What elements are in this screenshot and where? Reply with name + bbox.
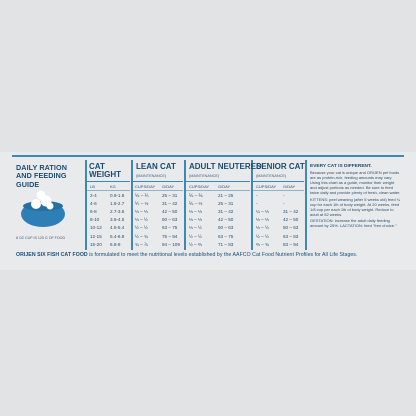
cell-adult-grams: 42 – 50 <box>218 217 234 223</box>
cell-adult-grams: 25 – 31 <box>218 201 234 207</box>
column-divider <box>184 160 186 250</box>
cell-lean-grams: 94 – 109 <box>162 241 180 247</box>
cell-adult-grams: 31 – 42 <box>218 209 234 215</box>
cell-adult-cups: ⅓ – ½ <box>189 225 202 231</box>
subheading-senior-cat: (MAINTENANCE) <box>256 174 287 178</box>
cell-lean-cups: ⅙ – ⅕ <box>135 193 150 198</box>
aafco-text: is formulated to meet the nutritional levels established by the AAFCO Cat Food Nutrient Profiles for All Life Stages. <box>87 252 358 258</box>
subheading-lean-cat: (MAINTENANCE) <box>136 174 167 178</box>
cell-lean-cups: ¾ – ⅞ <box>135 241 148 247</box>
header-rule <box>253 181 304 182</box>
cell-adult-cups: ½ – ½ <box>189 233 202 239</box>
subheading-adult-neutered: (MAINTENANCE) <box>189 174 220 178</box>
unit-adult-grams: G/DAY <box>218 184 231 189</box>
guide-title: DAILY RATION AND FEEDING GUIDE <box>16 163 67 189</box>
note-body: Because your cat is unique and ORIJEN pet foods are as protein-rich, feeding amounts may vary. Using this chart as a guide, monitor their weight and adjust portions as needed. Be sure to feed twice daily and provide plenty of fresh, clean water. <box>310 170 401 195</box>
cell-senior-grams: 50 – 63 <box>283 225 299 231</box>
unit-senior-grams: G/DAY <box>283 184 296 189</box>
cell-adult-grams: 63 – 75 <box>218 233 234 239</box>
unit-lean-grams: G/DAY <box>162 184 175 189</box>
cell-adult-grams: 71 – 83 <box>218 241 234 247</box>
cell-lean-grams: 75 – 94 <box>162 233 178 239</box>
heading-adult-neutered: ADULT NEUTERED <box>189 162 262 171</box>
header-rule <box>133 181 183 182</box>
cell-senior-cups: ⅓ – ⅓ <box>256 217 269 223</box>
feeding-note <box>310 164 402 230</box>
cell-senior-grams: 31 – 42 <box>283 209 299 215</box>
cell-adult-cups: ⅓ – ⅓ <box>189 209 202 215</box>
note-heading: EVERY CAT IS DIFFERENT. <box>310 164 372 169</box>
cell-adult-cups: ⅓ – ⅓ <box>189 217 202 223</box>
cell-lean-grams: 63 – 75 <box>162 225 178 231</box>
heading-cat-weight: CAT WEIGHT <box>89 162 121 180</box>
note-kittens: KITTENS: peel weaning (after 5 weeks old) feed ¼ cup for each 1lb of body weight. At 20 weeks, feed 1/8 cup per each 1lb of body weight. Reduce to adult at 52 weeks. <box>310 196 401 217</box>
cell-kg: 4.5-5.4 <box>110 225 125 231</box>
cell-lean-grams: 31 – 42 <box>162 201 178 207</box>
cell-senior-grams: - <box>283 193 285 198</box>
cell-lean-cups: ⅓ – ⅓ <box>135 209 148 215</box>
header-rule <box>186 181 250 182</box>
subheader-rule <box>133 190 183 191</box>
cell-lb: 12-15 <box>90 233 102 239</box>
cell-senior-cups: ½ – ½ <box>256 233 269 239</box>
unit-senior-cups: CUPS/DAY <box>256 184 277 189</box>
cell-kg: 3.6-4.5 <box>110 217 125 223</box>
column-divider <box>85 160 87 250</box>
cell-senior-cups: ¼ – ⅓ <box>256 209 269 215</box>
cup-note: 8 OZ CUP IS 125 G OF FOOD <box>16 236 66 240</box>
unit-lean-cups: CUPS/DAY <box>135 184 156 189</box>
cell-lb: 4-6 <box>90 201 97 207</box>
cell-senior-cups: - <box>256 201 258 207</box>
cell-senior-cups: - <box>256 193 258 198</box>
subheader-rule <box>186 190 250 191</box>
column-divider <box>131 160 133 250</box>
cell-kg: 1.8-2.7 <box>110 201 125 207</box>
cell-senior-cups: ⅔ – ¾ <box>256 241 269 247</box>
food-bowl-icon <box>18 184 68 228</box>
column-divider <box>305 160 307 250</box>
aafco-statement <box>16 252 406 258</box>
cell-kg: 0.9-1.8 <box>110 193 125 198</box>
column-divider <box>251 160 253 250</box>
cell-adult-cups: ⅙ – ⅓ <box>189 201 203 207</box>
cell-senior-grams: 83 – 94 <box>283 241 299 247</box>
cell-lb: 2-4 <box>90 193 97 198</box>
cell-kg: 5.4-6.8 <box>110 233 125 239</box>
cell-senior-grams: 42 – 50 <box>283 217 299 223</box>
subheader-rule <box>253 190 304 191</box>
subheader-rule <box>87 190 130 191</box>
product-name: ORIJEN SIX FISH CAT FOOD <box>16 252 88 258</box>
header-rule <box>87 181 130 182</box>
cell-lb: 15-20 <box>90 241 102 247</box>
cell-senior-grams: - <box>283 201 285 207</box>
cell-lean-grams: 42 – 50 <box>162 209 178 215</box>
cell-lb: 10-12 <box>90 225 102 231</box>
cell-lean-cups: ⅕ – ⅓ <box>135 201 149 207</box>
cell-lean-cups: ½ – ½ <box>135 225 148 231</box>
heading-lean-cat: LEAN CAT <box>136 162 176 171</box>
unit-adult-cups: CUPS/DAY <box>189 184 210 189</box>
top-divider <box>12 155 404 157</box>
cell-adult-grams: 50 – 63 <box>218 225 234 231</box>
heading-senior-cat: SENIOR CAT <box>256 162 305 171</box>
cell-adult-cups: ⅙ – ⅙ <box>189 193 204 198</box>
cell-lean-cups: ⅓ – ½ <box>135 217 148 223</box>
unit-lb: LB <box>90 184 95 189</box>
cell-lean-grams: 50 – 63 <box>162 217 178 223</box>
cell-lean-cups: ½ – ¾ <box>135 233 148 239</box>
cell-adult-grams: 21 – 25 <box>218 193 234 198</box>
cell-adult-cups: ½ – ⅔ <box>189 241 202 247</box>
cell-senior-grams: 63 – 83 <box>283 233 299 239</box>
note-gestation: GESTATION: increase the adult daily feeding amount by 25%. LACTATION: feed "free choice." <box>310 218 397 229</box>
cell-lb: 8-10 <box>90 217 100 223</box>
cell-kg: 6.8-9 <box>110 241 121 247</box>
cell-senior-cups: ⅓ – ½ <box>256 225 269 231</box>
cell-kg: 2.7-3.6 <box>110 209 125 215</box>
cell-lb: 6-8 <box>90 209 97 215</box>
unit-kg: KG <box>110 184 116 189</box>
cell-lean-grams: 25 – 31 <box>162 193 178 198</box>
